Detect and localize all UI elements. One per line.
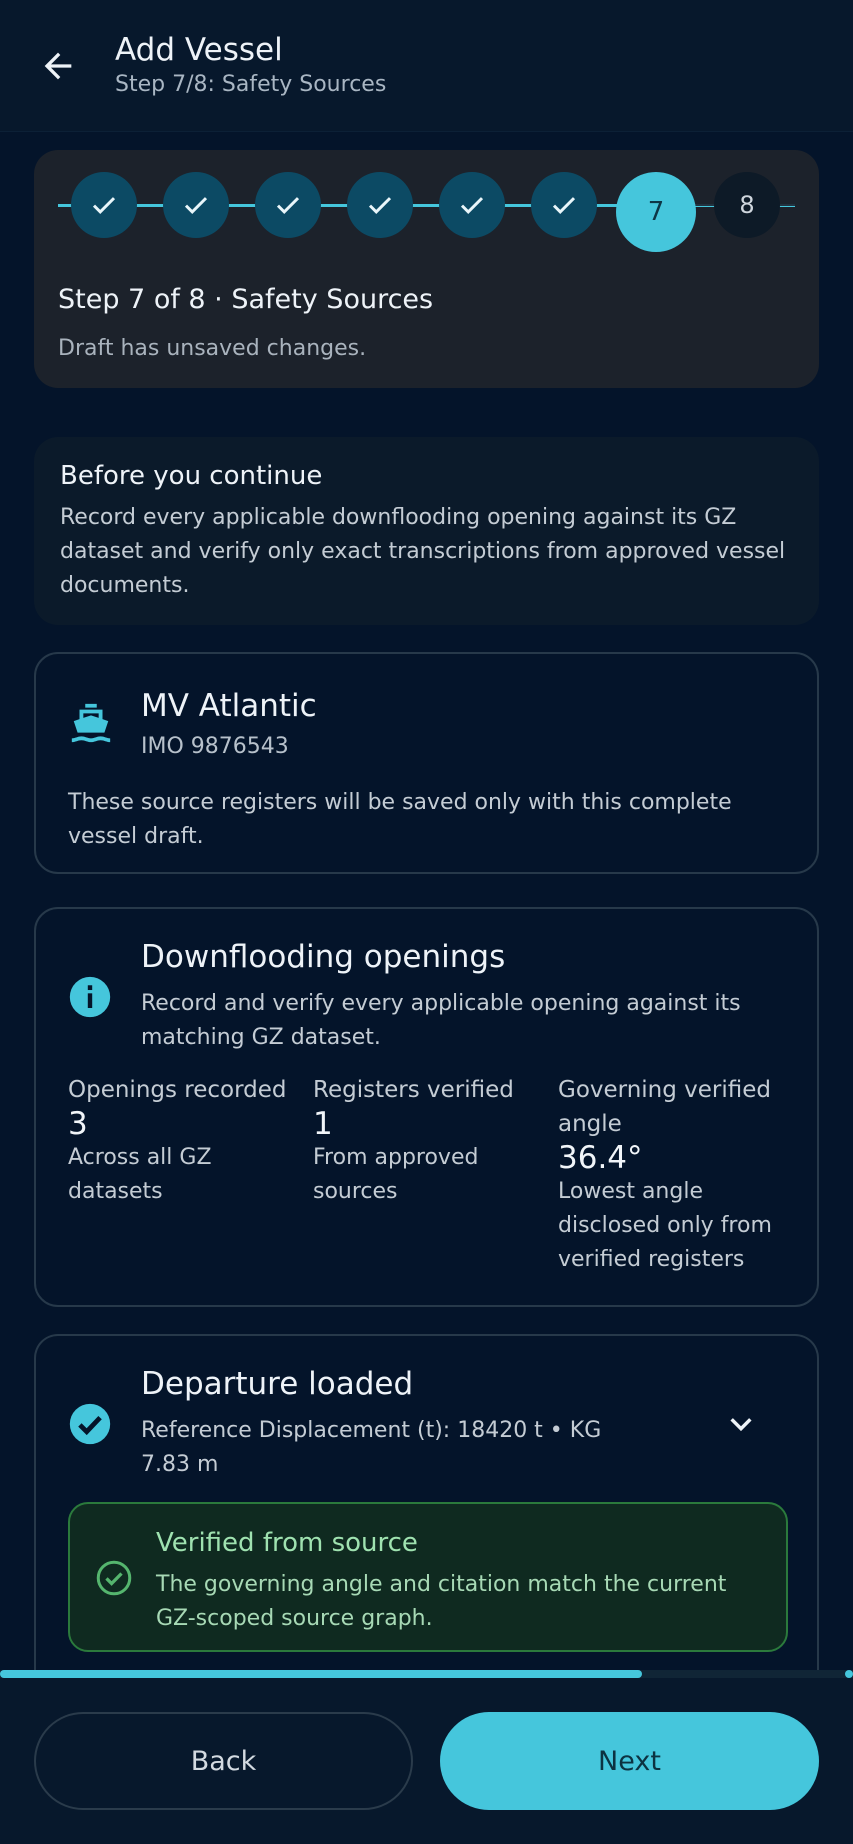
stat-label: Registers verified	[313, 1077, 514, 1103]
downflooding-description: Record and verify every applicable opening against its matching GZ dataset.	[141, 991, 741, 1050]
departure-reference: Reference Displacement (t): 18420 t • KG 7.83 m	[141, 1418, 602, 1477]
check-circle-icon	[96, 1560, 132, 1596]
stat-registers-verified	[313, 1073, 538, 1209]
verified-title: Verified from source	[156, 1528, 418, 1558]
wizard-progress-bar	[0, 1670, 853, 1678]
notice-card	[34, 437, 819, 625]
stat-governing-angle	[558, 1073, 783, 1277]
check-icon	[549, 190, 579, 220]
verified-text: The governing angle and citation match the current GZ-scoped source graph.	[156, 1572, 727, 1631]
back-arrow-icon[interactable]	[38, 46, 78, 86]
stat-label: Openings recorded	[68, 1077, 287, 1103]
check-icon	[181, 190, 211, 220]
step-2-complete[interactable]	[163, 172, 229, 238]
page-subtitle: Step 7/8: Safety Sources	[115, 72, 387, 97]
top-app-bar	[0, 0, 853, 132]
verified-from-source-banner	[68, 1502, 788, 1652]
check-icon	[365, 190, 395, 220]
vessel-card	[34, 652, 819, 874]
stat-caption: From approved sources	[313, 1145, 479, 1204]
progress-fill	[0, 1670, 642, 1678]
downflooding-card	[34, 907, 819, 1307]
stat-openings-recorded	[68, 1073, 293, 1209]
stat-value: 36.4°	[558, 1140, 643, 1176]
stat-caption: Lowest angle disclosed only from verified registers	[558, 1179, 772, 1272]
stat-label: Governing verified angle	[558, 1077, 772, 1137]
stepper-card	[34, 150, 819, 388]
page-title: Add Vessel	[115, 32, 283, 68]
step-4-complete[interactable]	[347, 172, 413, 238]
step-5-complete[interactable]	[439, 172, 505, 238]
stat-caption: Across all GZ datasets	[68, 1145, 212, 1204]
step-7-current[interactable]: 7	[616, 172, 696, 252]
bottom-action-bar	[0, 1678, 853, 1844]
check-icon	[89, 190, 119, 220]
draft-status: Draft has unsaved changes.	[58, 336, 367, 361]
vessel-imo: IMO 9876543	[141, 734, 289, 759]
notice-body: Record every applicable downflooding opening against its GZ dataset and verify only exact transcriptions from approved vessel documents.	[60, 505, 786, 598]
next-button[interactable]: Next	[440, 1712, 819, 1810]
progress-end-dot	[845, 1670, 853, 1678]
departure-title: Departure loaded	[141, 1366, 414, 1402]
ship-icon	[68, 700, 114, 746]
departure-loaded-card[interactable]	[34, 1334, 819, 1672]
stat-value: 1	[313, 1106, 333, 1142]
chevron-down-icon[interactable]	[725, 1408, 757, 1440]
check-icon	[273, 190, 303, 220]
notice-title: Before you continue	[60, 461, 323, 491]
verified-check-icon	[68, 1402, 112, 1446]
info-icon	[68, 975, 112, 1019]
downflooding-title: Downflooding openings	[141, 939, 506, 975]
step-1-complete[interactable]	[71, 172, 137, 238]
step-6-complete[interactable]	[531, 172, 597, 238]
vessel-name: MV Atlantic	[141, 688, 317, 724]
step-3-complete[interactable]	[255, 172, 321, 238]
vessel-note: These source registers will be saved only with this complete vessel draft.	[68, 790, 732, 849]
back-button[interactable]: Back	[34, 1712, 413, 1810]
check-icon	[457, 190, 487, 220]
step-8-upcoming[interactable]: 8	[714, 172, 780, 238]
scroll-content[interactable]	[0, 132, 853, 1672]
step-title: Step 7 of 8 · Safety Sources	[58, 284, 434, 315]
stat-value: 3	[68, 1106, 88, 1142]
